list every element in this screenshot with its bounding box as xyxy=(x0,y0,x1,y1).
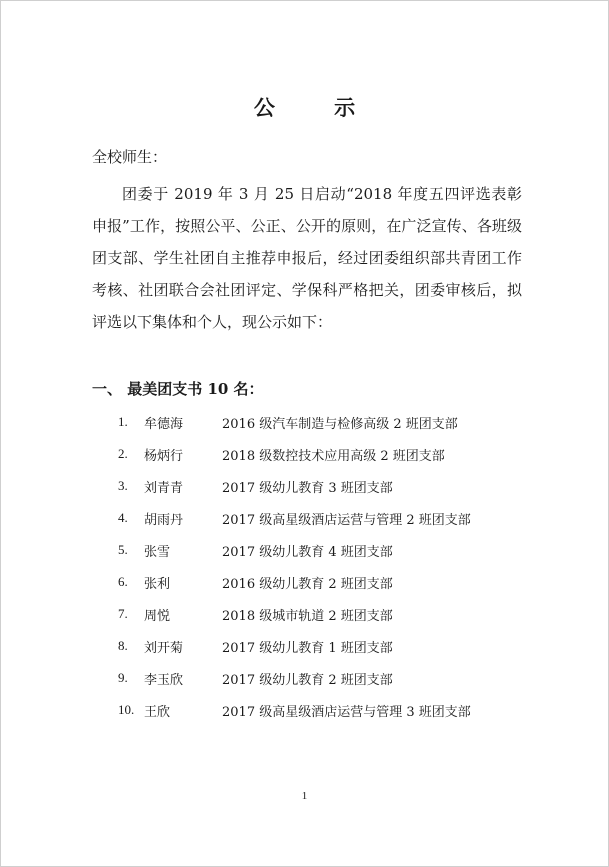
item-number: 2. xyxy=(118,446,128,461)
item-number: 10. xyxy=(118,702,135,717)
list-item xyxy=(118,406,471,438)
item-name: 李玉欣 xyxy=(144,672,184,688)
item-unit: 2017 级幼儿教育 4 班团支部 xyxy=(222,544,393,560)
item-unit: 2018 级数控技术应用高级 2 班团支部 xyxy=(222,448,445,464)
item-name: 张雪 xyxy=(144,544,171,560)
item-name: 刘青青 xyxy=(144,480,184,496)
item-number: 9. xyxy=(118,670,128,685)
item-unit: 2016 级幼儿教育 2 班团支部 xyxy=(222,576,393,592)
item-unit: 2018 级城市轨道 2 班团支部 xyxy=(222,608,393,624)
body-paragraph: 团委于 2019 年 3 月 25 日启动“2018 年度五四评选表彰申报”工作，按照公平、公正、公开的原则，在广泛宣传、各班级团支部、学生社团自主推荐申报后，经过团委组织部共青团工作考核、社团联合会社团评定、学保科严格把关，团委审核后，拟评选以下集体和个人，现公示如下： xyxy=(92,185,522,331)
list-item xyxy=(118,534,471,566)
list-item xyxy=(118,470,471,502)
item-unit: 2016 级汽车制造与检修高级 2 班团支部 xyxy=(222,416,458,432)
item-number: 6. xyxy=(118,574,128,589)
item-name: 周悦 xyxy=(144,608,171,624)
list-item xyxy=(118,694,471,726)
page-number: 1 xyxy=(301,790,308,802)
list-item xyxy=(118,598,471,630)
item-name: 杨炳行 xyxy=(144,448,184,464)
item-name: 刘开菊 xyxy=(144,640,184,656)
list-item xyxy=(118,502,471,534)
section-heading: 一、 最美团支书 10 名： xyxy=(92,380,264,398)
list-item xyxy=(118,566,471,598)
nominee-list xyxy=(118,406,471,726)
item-name: 张利 xyxy=(144,576,171,592)
item-number: 7. xyxy=(118,606,128,621)
item-name: 王欣 xyxy=(144,704,171,720)
item-unit: 2017 级幼儿教育 3 班团支部 xyxy=(222,480,393,496)
item-unit: 2017 级幼儿教育 1 班团支部 xyxy=(222,640,393,656)
item-unit: 2017 级高星级酒店运营与管理 2 班团支部 xyxy=(222,512,471,528)
item-number: 4. xyxy=(118,510,128,525)
item-number: 8. xyxy=(118,638,128,653)
item-name: 牟德海 xyxy=(144,416,184,432)
item-number: 1. xyxy=(118,414,128,429)
item-number: 5. xyxy=(118,542,128,557)
item-name: 胡雨丹 xyxy=(144,512,184,528)
item-unit: 2017 级高星级酒店运营与管理 3 班团支部 xyxy=(222,704,471,720)
item-unit: 2017 级幼儿教育 2 班团支部 xyxy=(222,672,393,688)
list-item xyxy=(118,438,471,470)
salutation: 全校师生： xyxy=(92,148,168,166)
list-item xyxy=(118,630,471,662)
list-item xyxy=(118,662,471,694)
item-number: 3. xyxy=(118,478,128,493)
page-title: 公 示 xyxy=(253,95,382,120)
